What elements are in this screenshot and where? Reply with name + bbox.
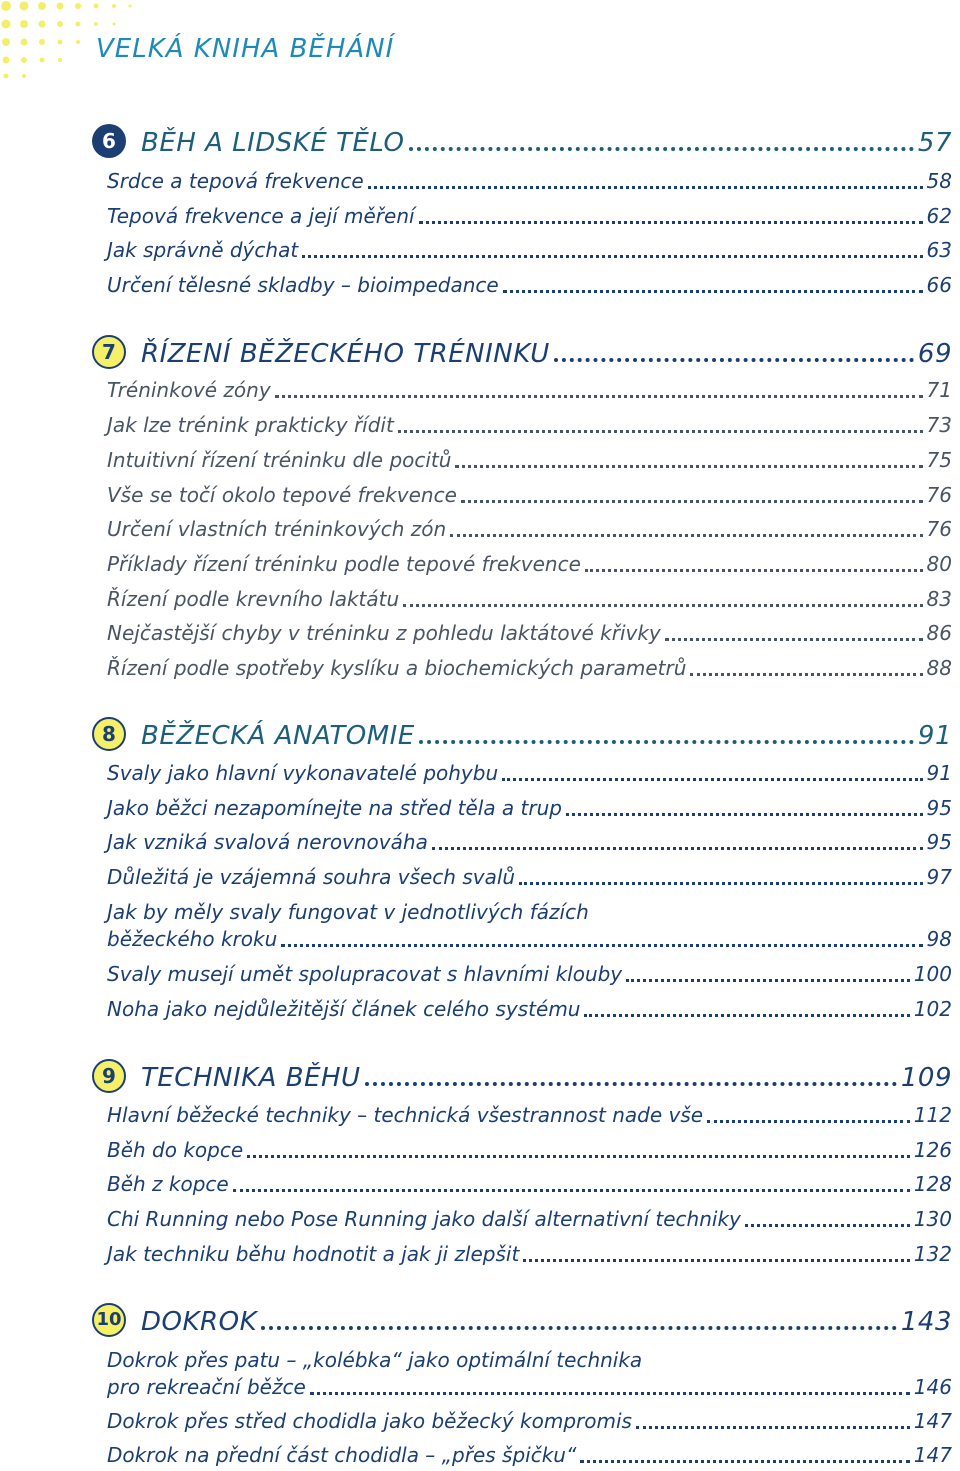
entry-title: Řízení podle krevního laktátu xyxy=(107,587,400,611)
entry-title: Důležitá je vzájemná souhra všech svalů xyxy=(107,865,516,889)
toc-entry[interactable] xyxy=(107,412,952,439)
dot-leader xyxy=(302,255,922,258)
toc-entry[interactable] xyxy=(107,1102,952,1129)
dot-leader xyxy=(450,534,922,537)
toc-entry[interactable] xyxy=(107,203,952,230)
dot-leader xyxy=(403,604,922,607)
toc-entry[interactable] xyxy=(107,1137,952,1164)
entry-page: 112 xyxy=(913,1103,952,1127)
entry-title: Tepová frekvence a její měření xyxy=(107,204,415,228)
toc-entry[interactable] xyxy=(107,795,952,822)
dot-leader xyxy=(566,813,923,816)
dot-leader xyxy=(398,430,923,433)
toc-entry[interactable] xyxy=(107,1347,952,1401)
toc-entry[interactable] xyxy=(107,551,952,578)
entry-title: Nejčastější chyby v tréninku z pohledu laktátové křivky xyxy=(107,621,661,645)
entry-page: 75 xyxy=(926,448,952,472)
entry-page: 76 xyxy=(926,517,952,541)
entry-page: 97 xyxy=(926,865,952,889)
entry-page: 73 xyxy=(926,413,952,437)
chapter-heading[interactable] xyxy=(0,333,960,373)
entry-page: 80 xyxy=(926,552,952,576)
book-title: VELKÁ KNIHA BĚHÁNÍ xyxy=(96,34,395,64)
dot-leader xyxy=(461,500,923,503)
dot-leader xyxy=(502,778,922,781)
entry-page: 86 xyxy=(926,621,952,645)
toc-entry[interactable] xyxy=(107,655,952,682)
dot-leader xyxy=(368,186,923,189)
dot-leader xyxy=(665,638,923,641)
toc-entry[interactable] xyxy=(107,829,952,856)
entry-page: 58 xyxy=(926,169,952,193)
toc-entry[interactable] xyxy=(107,516,952,543)
chapter-title: DOKROK xyxy=(141,1307,258,1337)
toc-entry[interactable] xyxy=(107,237,952,264)
dot-leader xyxy=(275,395,923,398)
toc-entry[interactable] xyxy=(107,1408,952,1435)
entry-page: 63 xyxy=(926,238,952,262)
toc-entry[interactable] xyxy=(107,377,952,404)
chapter-number-badge: 9 xyxy=(92,1059,126,1093)
entry-title-line1: Dokrok přes patu – „kolébka“ jako optimální technika xyxy=(107,1348,643,1372)
entry-page: 95 xyxy=(926,796,952,820)
toc-entry[interactable] xyxy=(107,1241,952,1268)
dot-leader xyxy=(455,465,922,468)
toc-entry[interactable] xyxy=(107,620,952,647)
dot-leader xyxy=(419,740,914,744)
dot-leader xyxy=(365,1082,897,1086)
dot-leader xyxy=(281,944,922,947)
entry-title: Intuitivní řízení tréninku dle pocitů xyxy=(107,448,452,472)
dot-leader xyxy=(690,673,922,676)
chapter-heading[interactable] xyxy=(0,1057,960,1097)
entry-title: Běh do kopce xyxy=(107,1138,244,1162)
chapter-page: 91 xyxy=(917,721,952,751)
entry-title: Svaly musejí umět spolupracovat s hlavními klouby xyxy=(107,962,623,986)
entry-title: Tréninkové zóny xyxy=(107,378,271,402)
entry-title: Noha jako nejdůležitější článek celého systému xyxy=(107,997,581,1021)
chapter-number-badge: 6 xyxy=(92,124,126,158)
entry-page: 62 xyxy=(926,204,952,228)
entry-title: Příklady řízení tréninku podle tepové frekvence xyxy=(107,552,581,576)
entry-title: Dokrok na přední část chodidla – „přes špičku“ xyxy=(107,1443,577,1467)
toc-entry[interactable] xyxy=(107,1171,952,1198)
entry-page: 132 xyxy=(913,1242,952,1266)
entry-title: pro rekreační běžce xyxy=(107,1375,306,1399)
entry-page: 88 xyxy=(926,656,952,680)
dot-leader xyxy=(584,1014,909,1017)
dot-leader xyxy=(419,221,923,224)
entry-title: Určení tělesné skladby – bioimpedance xyxy=(107,273,499,297)
toc-entry[interactable] xyxy=(107,996,952,1023)
entry-page: 147 xyxy=(913,1443,952,1467)
entry-title: Hlavní běžecké techniky – technická všestrannost nade vše xyxy=(107,1103,704,1127)
dot-leader xyxy=(519,882,922,885)
dot-leader xyxy=(707,1120,910,1123)
entry-title: Jak vzniká svalová nerovnováha xyxy=(107,830,428,854)
entry-page: 100 xyxy=(913,962,952,986)
chapter-title: BĚH A LIDSKÉ TĚLO xyxy=(141,128,405,158)
entry-title: Řízení podle spotřeby kyslíku a biochemických parametrů xyxy=(107,656,687,680)
toc-entry[interactable] xyxy=(107,447,952,474)
entry-page: 126 xyxy=(913,1138,952,1162)
chapter-heading[interactable] xyxy=(0,122,960,162)
entry-title: Jako běžci nezapomínejte na střed těla a trup xyxy=(107,796,562,820)
entry-page: 71 xyxy=(926,378,952,402)
chapter-page: 69 xyxy=(917,339,952,369)
entry-title: Dokrok přes střed chodidla jako běžecký kompromis xyxy=(107,1409,632,1433)
entry-page: 83 xyxy=(926,587,952,611)
chapter-number-badge: 7 xyxy=(92,335,126,369)
entry-page: 66 xyxy=(926,273,952,297)
entry-title: Běh z kopce xyxy=(107,1172,229,1196)
entry-page: 130 xyxy=(913,1207,952,1231)
dot-leader xyxy=(580,1460,909,1463)
entry-title: Vše se točí okolo tepové frekvence xyxy=(107,483,457,507)
entry-title: Jak techniku běhu hodnotit a jak ji zlepšit xyxy=(107,1242,520,1266)
entry-title: Svaly jako hlavní vykonavatelé pohybu xyxy=(107,761,499,785)
entry-page: 147 xyxy=(913,1409,952,1433)
entry-page: 102 xyxy=(913,997,952,1021)
toc-entry[interactable] xyxy=(107,482,952,509)
dot-leader xyxy=(261,1326,897,1330)
toc-entry[interactable] xyxy=(107,899,952,953)
entry-page: 76 xyxy=(926,483,952,507)
chapter-page: 109 xyxy=(900,1063,952,1093)
chapter-title: TECHNIKA BĚHU xyxy=(141,1063,361,1093)
entry-page: 98 xyxy=(926,927,952,951)
chapter-number-badge: 8 xyxy=(92,717,126,751)
dot-leader xyxy=(523,1259,910,1262)
dot-leader xyxy=(745,1224,910,1227)
chapter-number-badge: 10 xyxy=(92,1303,126,1337)
chapter-page: 143 xyxy=(900,1307,952,1337)
toc-entry[interactable] xyxy=(107,760,952,787)
chapter-heading[interactable] xyxy=(0,1301,960,1341)
dot-leader xyxy=(636,1426,910,1429)
entry-page: 146 xyxy=(913,1375,952,1399)
entry-title: Určení vlastních tréninkových zón xyxy=(107,517,447,541)
chapter-page: 57 xyxy=(917,128,952,158)
toc-entry[interactable] xyxy=(107,1442,952,1469)
dot-leader xyxy=(554,358,914,362)
entry-page: 91 xyxy=(926,761,952,785)
chapter-title: ŘÍZENÍ BĚŽECKÉHO TRÉNINKU xyxy=(141,339,550,369)
dot-leader xyxy=(310,1392,910,1395)
dot-leader xyxy=(503,290,923,293)
toc-entry[interactable] xyxy=(107,168,952,195)
entry-title-line1: Jak by měly svaly fungovat v jednotlivých fázích xyxy=(107,900,589,924)
dot-leader xyxy=(432,847,923,850)
dot-leader xyxy=(409,147,914,151)
toc-entry[interactable] xyxy=(107,586,952,613)
dot-leader xyxy=(233,1189,910,1192)
dot-leader xyxy=(585,569,923,572)
toc-entry[interactable] xyxy=(107,1206,952,1233)
chapter-title: BĚŽECKÁ ANATOMIE xyxy=(141,721,415,751)
entry-title: Jak lze trénink prakticky řídit xyxy=(107,413,394,437)
toc-entry[interactable] xyxy=(107,961,952,988)
toc-entry[interactable] xyxy=(107,864,952,891)
entry-title: Chi Running nebo Pose Running jako další alternativní techniky xyxy=(107,1207,741,1231)
dot-leader xyxy=(626,979,910,982)
chapter-heading[interactable] xyxy=(0,715,960,755)
entry-title: Srdce a tepová frekvence xyxy=(107,169,364,193)
dot-leader xyxy=(247,1155,910,1158)
toc-entry[interactable] xyxy=(107,272,952,299)
entry-title: běžeckého kroku xyxy=(107,927,278,951)
entry-page: 128 xyxy=(913,1172,952,1196)
entry-page: 95 xyxy=(926,830,952,854)
entry-title: Jak správně dýchat xyxy=(107,238,299,262)
